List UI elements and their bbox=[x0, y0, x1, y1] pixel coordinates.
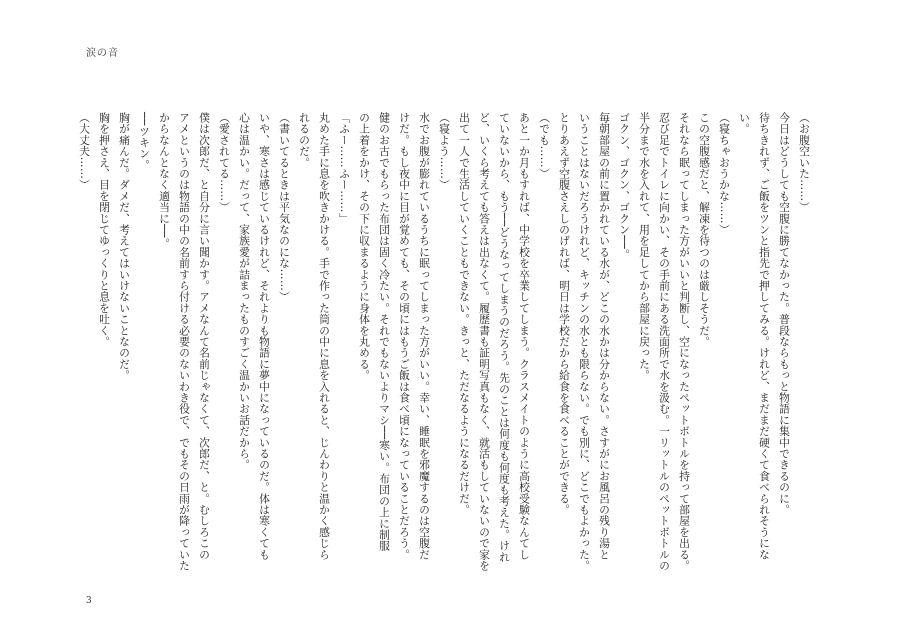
text-line: 水でお腹が膨れているうちに眠ってしまった方がいい。幸い、睡眠を邪魔するのは空腹だ bbox=[418, 112, 431, 560]
text-line: （書いてるときは平気なのにな……） bbox=[278, 112, 291, 303]
text-line: の上着をかけ、その下に収まるように身体を丸める。 bbox=[358, 112, 371, 381]
text-line: ど、いくら考えても答えは出なくて。履歴書も証明写真もなく、就活もしていないので家を bbox=[478, 112, 491, 572]
text-line: いうことはないだろうけれど、キッチンの水とも限らない。でも別に、どこでもよかった。 bbox=[578, 112, 591, 572]
text-line: それなら眠ってしまった方がいいと判断し、空になったペットボトルを持って部屋を出る。 bbox=[678, 112, 691, 572]
text-line: この空腹感だと、解凍を待つのは厳しそうだ。 bbox=[698, 112, 711, 348]
running-head: 涙の音 bbox=[86, 48, 119, 59]
page-number: 3 bbox=[86, 596, 92, 606]
text-line: （お腹空いた……） bbox=[798, 112, 811, 213]
text-line: 胸を押さえ、目を閉じてゆっくりと息を吐く。 bbox=[98, 112, 111, 348]
text-line: 出て一人で生活していくこともできない。きっと、ただなるようになるだけだ。 bbox=[458, 112, 471, 516]
text-line: 胸が痛んだ。ダメだ、考えてはいけないことなのだ。 bbox=[118, 112, 131, 381]
text-line: 待ちきれず、ご飯をツンと指先で押してみる。けれど、まだまだ硬くて食べられそうにな bbox=[758, 112, 771, 560]
text-line: 半分まで水を入れて、用を足してから部屋に戻った。 bbox=[638, 112, 651, 381]
text-line: とりあえず空腹さえしのげれば、明日は学校だから給食を食べることができる。 bbox=[558, 112, 571, 516]
text-line: 毎朝部屋の前に置かれている水が、どこの水かは分からない。さすがにお風呂の残り湯と bbox=[598, 112, 611, 560]
text-line: （大丈夫……） bbox=[78, 112, 91, 191]
text-line: けだ。もし夜中に目が覚めても、その頃にはもうご飯は食べ頃になっていることだろう。 bbox=[398, 112, 411, 560]
text-line: 「ふー……ふー……」 bbox=[338, 112, 351, 224]
body-text bbox=[78, 112, 814, 572]
text-line: からなんとなく適当に──。 bbox=[158, 112, 171, 250]
text-line: （愛されてる……） bbox=[218, 112, 231, 213]
text-line: あと一か月もすれば、中学校を卒業してしまう。クラスメイトのように高校受験なんてし bbox=[518, 112, 531, 560]
text-line: れるのだ。 bbox=[298, 112, 311, 168]
text-line: い。 bbox=[738, 112, 751, 135]
text-line: 心は温かい。だって、家族愛が詰まったものすごく温かいお話だから。 bbox=[238, 112, 251, 471]
text-line: アメというのは物語の中の名前すら付ける必要のないわき役で、でもその日雨が降っていた bbox=[178, 112, 191, 572]
text-line: （でも……） bbox=[538, 112, 551, 180]
text-line: いや、寒さは感じているけれど、それよりも物語に夢中になっているのだ。体は寒くても bbox=[258, 112, 271, 560]
text-line: 丸めた手に息を吹きかける。手で作った筒の中に息を入れると、じんわりと温かく感じら bbox=[318, 112, 331, 560]
text-line: ──ツキン。 bbox=[138, 112, 151, 171]
text-line: ゴクン、ゴクン、ゴクン──。 bbox=[618, 112, 631, 261]
text-line: 僕は次郎だ、と自分に言い聞かす。アメなんて名前じゃなくて、次郎だ、と。むしろこの bbox=[198, 112, 211, 560]
text-line: （寝よう……） bbox=[438, 112, 451, 191]
text-line: 今日はどうしても空腹に勝てなかった。普段ならもっと物語に集中できるのに。 bbox=[778, 112, 791, 516]
text-line: 健のお古でもらった布団は固く冷たい。それでもないよりマシ──寒い。布団の上に制服 bbox=[378, 112, 391, 552]
text-line: （寝ちゃおうかな……） bbox=[718, 112, 731, 236]
text-line: 忍び足でトイレに向かい、その手前にある洗面所で水を汲む。一リットルのペットボトルの bbox=[658, 112, 671, 572]
text-line: ていないから、もう──どうなってしまうのだろう。先のことは何度も何度も考えた。けれ bbox=[498, 112, 511, 563]
